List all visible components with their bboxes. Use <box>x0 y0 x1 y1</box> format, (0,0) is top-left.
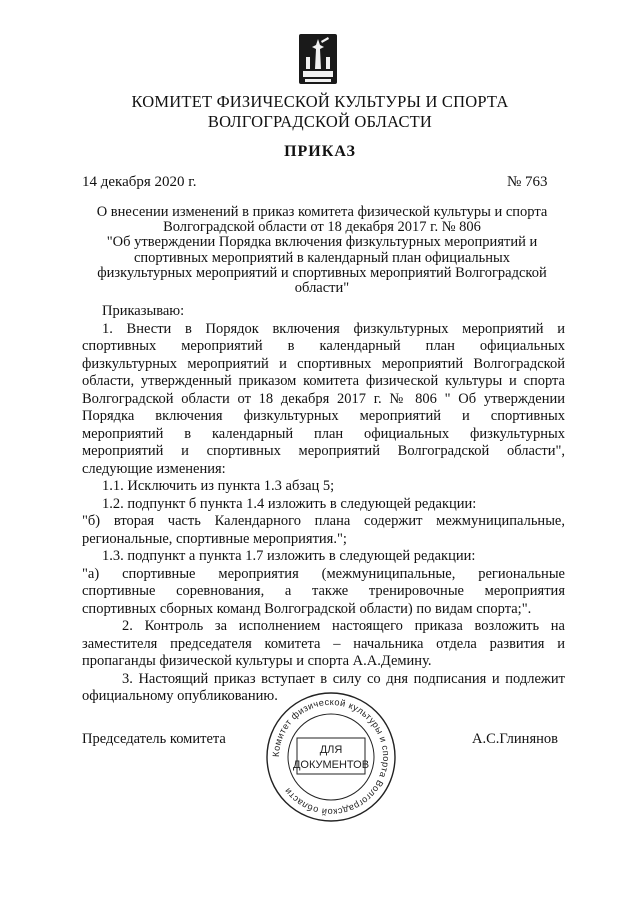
subject-line: "Об утверждении Порядка включения физкультурных мероприятий и <box>106 234 538 251</box>
volgograd-emblem-icon <box>298 33 338 85</box>
body-line: 1.3. подпункт а пункта 1.7 изложить в следующей редакции: <box>102 548 476 564</box>
body-line: 1.2. подпункт б пункта 1.4 изложить в следующей редакции: <box>102 495 477 512</box>
subject-line: области" <box>294 280 350 297</box>
body-line: спортивных мероприятий в календарный план официальных <box>82 338 565 354</box>
body-line: следующие изменения: <box>82 460 226 477</box>
document-subject <box>80 205 564 296</box>
body-line: спортивные соревнования, а также тренировочные мероприятия <box>82 583 565 599</box>
body-line: "б) вторая часть Календарного плана содержит межмуниципальные, <box>82 513 565 529</box>
body-line: спортивных сборных команд Волгоградской области) по видам спорта;". <box>82 600 532 617</box>
body-line: Волгоградской области от 18 декабря 2017 г. № 806 " Об утверждении <box>82 390 565 407</box>
subject-line: физкультурных мероприятий и спортивных мероприятий Волгоградской <box>97 264 547 281</box>
stamp-ring-text: Комитет физической культуры и спорта Волгоградской области <box>270 696 392 818</box>
organization-name-line1: КОМИТЕТ ФИЗИЧЕСКОЙ КУЛЬТУРЫ И СПОРТА <box>131 92 509 111</box>
official-stamp <box>262 688 400 826</box>
document-title: ПРИКАЗ <box>284 143 356 160</box>
body-line: региональные, спортивные мероприятия."; <box>82 530 347 547</box>
body-line: "а) спортивные мероприятия (межмуниципальные, региональные <box>82 565 565 582</box>
document-body <box>82 303 565 706</box>
subject-line: О внесении изменений в приказ комитета физической культуры и спорта <box>96 204 548 220</box>
body-line: 1.1. Исключить из пункта 1.3 абзац 5; <box>102 478 335 494</box>
body-line: официальному опубликованию. <box>82 688 278 704</box>
subject-line: спортивных мероприятий в календарный план официальных <box>133 249 510 266</box>
body-line: заместителя председателя комитета – начальника отдела развития и <box>82 635 565 652</box>
stamp-center-line1: ДЛЯ <box>319 744 343 756</box>
body-line: Порядка включения физкультурных мероприятий и спортивных <box>82 408 565 424</box>
body-line: мероприятий и спортивных мероприятий Волгоградской области", <box>82 443 565 459</box>
subject-line: Волгоградской области от 18 декабря 2017 г. № 806 <box>163 219 481 236</box>
body-line: физкультурных мероприятий и спортивных мероприятий Волгоградской <box>82 355 565 372</box>
signatory-name: А.С.Глинянов <box>472 731 558 747</box>
signatory-position: Председатель комитета <box>82 731 226 747</box>
organization-name-line2: ВОЛГОГРАДСКОЙ ОБЛАСТИ <box>207 112 433 131</box>
document-number: № 763 <box>507 174 548 190</box>
document-date: 14 декабря 2020 г. <box>82 174 197 190</box>
body-line: пропаганды физической культуры и спорта А.А.Демину. <box>82 653 432 669</box>
body-line: 2. Контроль за исполнением настоящего приказа возложить на <box>122 618 565 634</box>
body-line: 3. Настоящий приказ вступает в силу со дня подписания и подлежит <box>122 670 565 687</box>
order-intro: Приказываю: <box>102 303 185 319</box>
body-line: 1. Внести в Порядок включения физкультурных мероприятий и <box>102 320 565 337</box>
body-line: мероприятий в календарный план официальных физкультурных <box>82 425 565 442</box>
body-line: области, утвержденный приказом комитета физической культуры и спорта <box>82 373 565 389</box>
stamp-center-line2: ДОКУМЕНТОВ <box>292 759 370 771</box>
